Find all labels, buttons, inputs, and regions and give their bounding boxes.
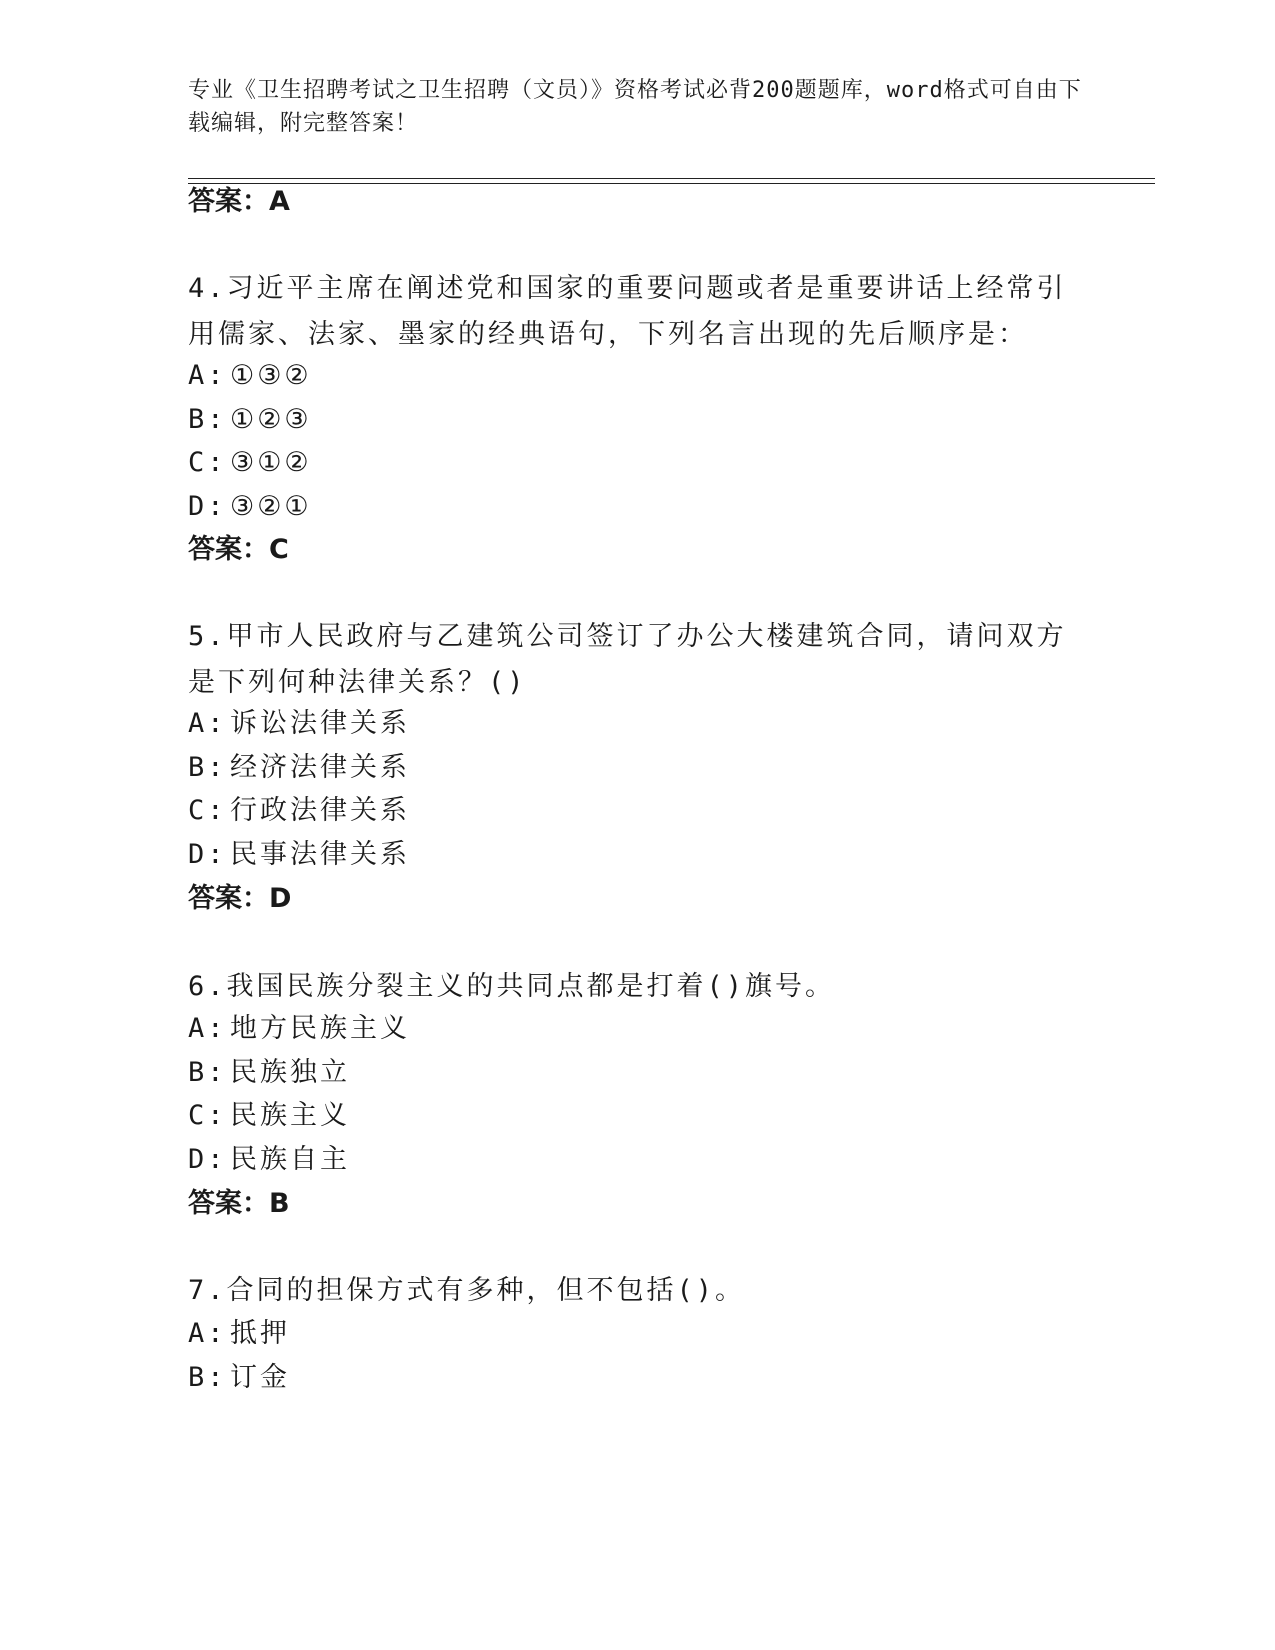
option-letter: A: — [188, 708, 227, 739]
question-5-answer: 答案：D — [188, 883, 292, 914]
question-4-text: 4.习近平主席在阐述党和国家的重要问题或者是重要讲话上经常引用儒家、法家、墨家的经典语句，下列名言出现的先后顺序是： — [188, 273, 1067, 350]
option-letter: D: — [188, 839, 227, 870]
option-text: 民族独立 — [230, 1057, 350, 1088]
question-4-answer: 答案：C — [188, 534, 289, 565]
option-text: ①③② — [230, 360, 312, 391]
header-divider-bottom — [188, 183, 1155, 184]
option-letter: B: — [188, 1362, 227, 1393]
question-4-option-b — [188, 400, 312, 440]
question-4-option-c — [188, 443, 312, 483]
option-text: 民族主义 — [230, 1100, 350, 1131]
option-letter: C: — [188, 1100, 227, 1131]
question-5-option-a — [188, 704, 410, 744]
question-5-option-d — [188, 835, 410, 875]
question-6-option-a — [188, 1009, 410, 1049]
option-letter: C: — [188, 795, 227, 826]
question-6-option-d — [188, 1140, 350, 1180]
question-6-answer: 答案：B — [188, 1188, 290, 1219]
option-letter: A: — [188, 360, 227, 391]
option-letter: B: — [188, 404, 227, 435]
question-7-text: 7.合同的担保方式有多种，但不包括()。 — [188, 1275, 746, 1306]
question-6-text: 6.我国民族分裂主义的共同点都是打着()旗号。 — [188, 971, 836, 1002]
option-text: 抵押 — [230, 1318, 290, 1349]
question-5-option-b — [188, 748, 410, 788]
question-4-option-d — [188, 487, 312, 527]
option-letter: D: — [188, 491, 227, 522]
option-text: ③②① — [230, 491, 312, 522]
answer-prev: 答案：A — [188, 186, 290, 217]
question-7-option-a — [188, 1314, 290, 1354]
question-7-option-b — [188, 1358, 290, 1398]
option-letter: B: — [188, 752, 227, 783]
option-text: 民事法律关系 — [230, 839, 410, 870]
option-text: 订金 — [230, 1362, 290, 1393]
option-text: 民族自主 — [230, 1144, 350, 1175]
option-text: 经济法律关系 — [230, 752, 410, 783]
option-text: ③①② — [230, 447, 312, 478]
option-letter: A: — [188, 1318, 227, 1349]
option-letter: C: — [188, 447, 227, 478]
option-letter: A: — [188, 1013, 227, 1044]
question-6-option-c — [188, 1096, 350, 1136]
option-text: 行政法律关系 — [230, 795, 410, 826]
question-6-option-b — [188, 1053, 350, 1093]
option-text: ①②③ — [230, 404, 312, 435]
option-text: 诉讼法律关系 — [230, 708, 410, 739]
question-4-option-a — [188, 356, 312, 396]
option-letter: B: — [188, 1057, 227, 1088]
question-5-option-c — [188, 791, 410, 831]
option-letter: D: — [188, 1144, 227, 1175]
header-divider-top — [188, 178, 1155, 179]
question-5-text: 5.甲市人民政府与乙建筑公司签订了办公大楼建筑合同，请问双方是下列何种法律关系？() — [188, 621, 1067, 698]
document-header: 专业《卫生招聘考试之卫生招聘（文员）》资格考试必背200题题库，word格式可自由下载编辑，附完整答案！ — [188, 78, 1082, 136]
option-text: 地方民族主义 — [230, 1013, 410, 1044]
